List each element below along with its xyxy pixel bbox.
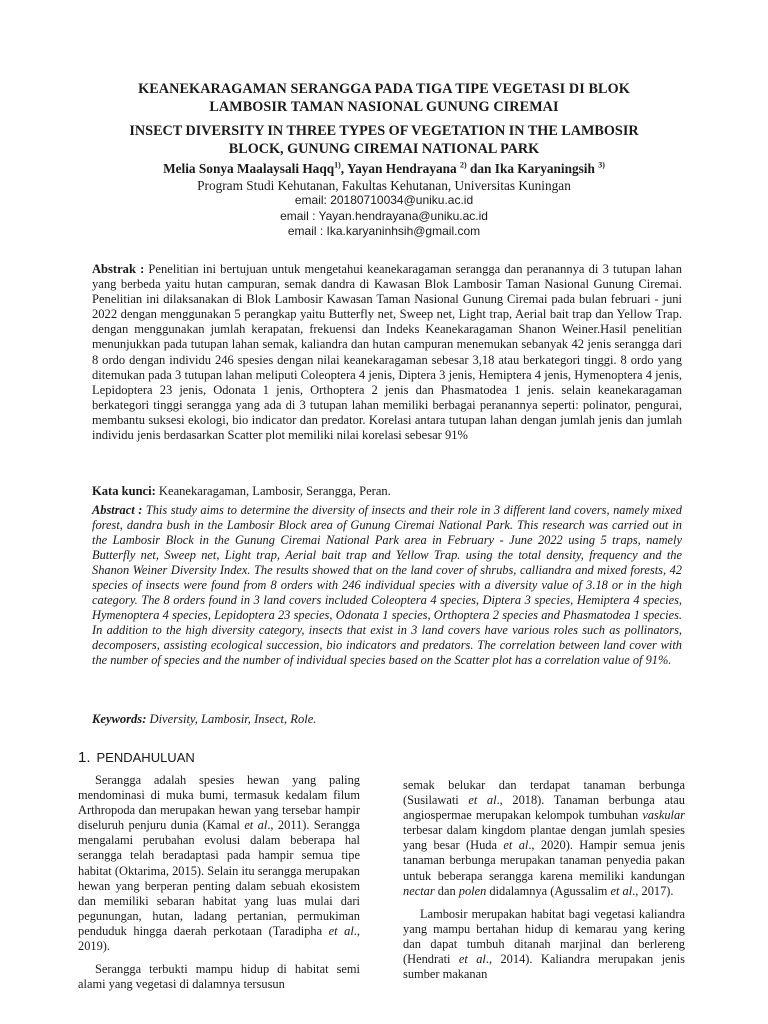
- italic-run: et al: [610, 883, 633, 898]
- email-list: [60, 193, 708, 240]
- author-3-affiliation-mark: 3): [598, 160, 605, 170]
- kata-kunci-text: Keanekaragaman, Lambosir, Serangga, Peran.: [155, 484, 391, 498]
- paragraph: [403, 778, 685, 899]
- paragraph: [403, 907, 685, 982]
- paragraph: Serangga terbukti mampu hidup di habitat semi alami yang vegetasi di dalamnya tersusun: [78, 962, 360, 992]
- section-number: 1.: [78, 749, 91, 766]
- body-column-right: [403, 778, 685, 982]
- italic-run: et al: [458, 952, 486, 967]
- text-run: ., 2019).: [78, 923, 360, 954]
- text-run: semak belukar dan terdapat tanaman berbunga (Susilawati: [403, 778, 685, 808]
- italic-run: et al: [468, 793, 497, 808]
- italic-run: et al: [328, 923, 354, 938]
- title-id-line-2: LAMBOSIR TAMAN NASIONAL GUNUNG CIREMAI: [209, 99, 559, 115]
- italic-run: et al: [503, 838, 529, 853]
- kata-kunci-label: Kata kunci:: [92, 484, 156, 498]
- text-run: ., 2014). Kaliandra merupakan jenis sumber makanan: [403, 952, 686, 982]
- author-1: Melia Sonya Maalaysali Haqq: [163, 161, 335, 176]
- abstract-text: This study aims to determine the diversity of insects and their role in 3 different land covers, namely mixed forest, dandra bush in the Lambosir Block area of Gunung Ciremai National Park. This research was carried out in the Lambosir Block in the Gunung Ciremai National Park area in February - June 2022 using 5 traps, namely Butterfly net, Sweep net, Light trap, Aerial bait trap and Yellow Trap. using the total density, frequency and the Shanon Weiner Diversity Index. The results showed that on the land cover of shrubs, calliandra and mixed forests, 42 species of insects were found from 8 orders with 246 individual species with a diversity value of 3.18 or in the high category. The 8 orders found in 3 land covers included Coleoptera 4 species, Diptera 3 species, Hemiptera 4 species, Hymenoptera 4 species, Lepidoptera 23 species, Odonata 1 species, Orthoptera 2 species and Phasmatodea 1 species. In addition to the high diversity category, insects that exist in 3 land covers have various roles such as pollinators, decomposers, assisting ecological succession, bio indicators and predators. The correlation between land cover with the number of species and the number of individual species based on the Scatter plot has a correlation value of 91%.: [92, 503, 682, 668]
- affiliation: Program Studi Kehutanan, Fakultas Kehutanan, Universitas Kuningan: [197, 178, 571, 193]
- paper-title-indonesian: [60, 80, 708, 116]
- email-1: email: 20180710034@uniku.ac.id: [294, 193, 474, 207]
- text-run: dan: [434, 883, 459, 898]
- abstrak-text: Penelitian ini bertujuan untuk mengetahui keanekaragaman serangga dan peranannyа di 3 tutupan lahan yang berbeda yaitu hutan campuran, semak dandra di Kawasan Blok Lambosir Taman Nasional Gunung Ciremai. Penelitian ini dilaksanakan di Blok Lambosir Kawasan Taman Nasional Gunung Ciremai pada bulan februari - juni 2022 dengan menggunakan 5 perangkap yaitu Butterfly net, Sweep net, Light trap, Aerial bait trap dan Yellow Trap. dengan menggunakan jumlah kerapatan, frekuensi dan Indeks Keanekaragaman Shanon Weiner.Hasil penelitian menunjukkan pada tutupan lahan semak, kaliandra dan hutan campuran menemukan sebanyak 42 jenis serangga dari 8 ordo dengan individu 246 spesies dengan nilai keanekaragaman sebesar 3,18 atau berkategori tinggi. 8 ordo yang ditemukan pada 3 tutupan lahan meliputi Coleoptera 4 jenis, Diptera 3 jenis, Hemiptera 4 jenis, Hymenoptera 4 jenis, Lepidoptera 23 jenis, Odonata 1 jenis, Orthoptera 2 jenis dan Phasmatodea 1 jenis. selain keanekaragaman berkategori tinggi serangga yang ada di 3 tutupan lahan memiliki berbagai peranannyа seperti: polinator, pengurai, membantu suksesi ekologi, bio indicator dan predator. Korelasi antara tutupan lahan dengan jumlah jenis dan jumlah individu jenis berdasarkan Scatter plot memiliki nilai korelasi sebesar 91%: [92, 262, 682, 443]
- italic-run: et al: [244, 818, 268, 833]
- section-title: PENDAHULUAN: [96, 750, 195, 765]
- title-id-line-1: KEANEKARAGAMAN SERANGGA PADA TIGA TIPE VEGETASI DI BLOK: [138, 81, 630, 97]
- text-run: didalamnya (Agussalim: [486, 883, 611, 898]
- email-3: email : Ika.karyaninhsih@gmail.com: [287, 224, 481, 238]
- text-run: Serangga adalah spesies hewan yang paling mendominasi di muka bumi, termasuk kedalam filum Arthropoda dan merupakan hewan yang tersebar hampir diseluruh penjuru dunia (Kamal: [78, 773, 360, 833]
- keywords-label: Keywords:: [92, 712, 147, 726]
- keywords-text: Diversity, Lambosir, Insect, Role.: [146, 712, 317, 726]
- abstract-indonesian: [92, 262, 682, 443]
- author-list: [60, 160, 708, 177]
- text-run: Lambosir merupakan habitat bagi vegetasi kaliandra yang mampu bertahan hidup di kemarau yang kering dan dapat tumbuh ditanah marjinal dan berlereng (Hendrati: [403, 906, 685, 967]
- italic-run: vaskular: [642, 808, 685, 823]
- abstract-label: Abstract :: [92, 503, 143, 517]
- text-run: ., 2017).: [632, 883, 674, 898]
- body-column-left: [78, 773, 360, 992]
- italic-run: nectar: [403, 883, 435, 898]
- title-en-line-2: BLOCK, GUNUNG CIREMAI NATIONAL PARK: [228, 141, 540, 157]
- text-run: ., 2020). Hampir semua jenis tanaman berbunga merupakan tanaman penyedia pakan untuk beberapa serangga karena memiliki kandungan: [403, 838, 685, 883]
- title-en-line-1: INSECT DIVERSITY IN THREE TYPES OF VEGETATION IN THE LAMBOSIR: [129, 123, 639, 139]
- author-2-affiliation-mark: 2): [460, 160, 467, 170]
- keywords-indonesian: [92, 484, 682, 499]
- author-separator-1: ,: [340, 161, 347, 176]
- author-2: Yayan Hendrayana: [346, 161, 457, 176]
- keywords-english: [92, 712, 682, 727]
- text-run: ., 2011). Serangga mengalami perubahan evolusi dalam beberapa hal serangga telah beradaptasi pada hampir semua tipe habitat (Oktarima, 2015). Selain itu serangga merupakan hewan yang berperan penting dalam sebuah ekosistem dan memiliki sebaran habitat yang luas mulai dari pegunungan, hutan, ladang pertanian, permukiman penduduk hingga daerah perkotaan (Taradipha: [78, 818, 360, 938]
- text-run: terbesar dalam kingdom plantae dengan jumlah spesies yang besar (Huda: [403, 823, 685, 853]
- abstract-english: [92, 503, 682, 669]
- abstrak-label: Abstrak :: [92, 262, 145, 276]
- author-3: Ika Karyaningsih: [494, 161, 595, 176]
- paper-title-english: [60, 122, 708, 158]
- italic-run: polen: [458, 883, 487, 898]
- paragraph: [78, 773, 360, 954]
- author-separator-2: dan: [466, 161, 495, 176]
- author-1-affiliation-mark: 1): [334, 160, 341, 170]
- text-run: ., 2018). Tanaman berbunga atau angiospermae merupakan kelompok tumbuhan: [403, 793, 685, 823]
- section-heading: [78, 749, 195, 767]
- email-2: email : Yayan.hendrayana@uniku.ac.id: [280, 208, 488, 223]
